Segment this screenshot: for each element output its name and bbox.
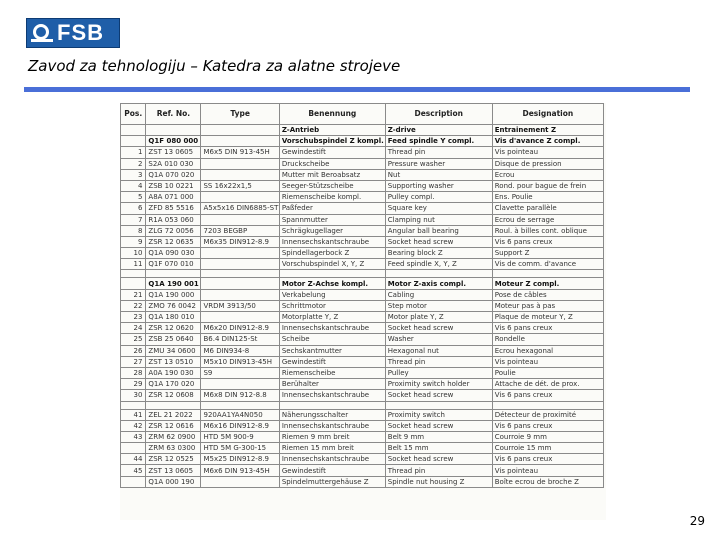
table-cell (146, 125, 201, 136)
table-cell: B6.4 DIN125-St (201, 334, 279, 345)
table-cell: Riemen 15 mm breit (279, 443, 385, 454)
section-spacer (121, 401, 604, 409)
table-cell: Thread pin (385, 356, 492, 367)
table-cell: Socket head screw (385, 454, 492, 465)
table-cell: Sechskantmutter (279, 345, 385, 356)
table-cell: 920AA1YA4N050 (201, 409, 279, 420)
table-cell: ZSR 12 0635 (146, 236, 201, 247)
table-cell: Ecrou (492, 169, 603, 180)
spacer-cell (279, 270, 385, 278)
table-row (121, 454, 604, 465)
table-cell: Vorschubspindel X, Y, Z (279, 259, 385, 270)
table-row (121, 125, 604, 136)
table-row (121, 289, 604, 300)
table-row (121, 420, 604, 431)
table-cell: 22 (121, 300, 146, 311)
table-cell (201, 169, 279, 180)
table-cell (201, 259, 279, 270)
table-cell: ZST 13 0605 (146, 465, 201, 476)
table-cell: 7203 BEGBP (201, 225, 279, 236)
column-header: Description (385, 104, 492, 125)
spacer-cell (279, 401, 385, 409)
table-cell: Q1A 070 020 (146, 169, 201, 180)
table-header-row (121, 104, 604, 125)
table-cell: Innensechskantschraube (279, 420, 385, 431)
table-cell: Spannmutter (279, 214, 385, 225)
table-cell (201, 248, 279, 259)
table-cell: HTD 5M G-300-15 (201, 443, 279, 454)
spacer-cell (201, 401, 279, 409)
table-row (121, 136, 604, 147)
table-cell: 30 (121, 390, 146, 401)
table-cell: Thread pin (385, 147, 492, 158)
table-cell: Feed spindle X, Y, Z (385, 259, 492, 270)
table-cell: Pulley (385, 367, 492, 378)
table-row (121, 312, 604, 323)
table-cell: A8A 071 000 (146, 192, 201, 203)
spacer-cell (385, 401, 492, 409)
table-row (121, 147, 604, 158)
table-cell: M6x20 DIN912-8.9 (201, 323, 279, 334)
table-cell: Pose de câbles (492, 289, 603, 300)
table-cell: ZST 13 0510 (146, 356, 201, 367)
table-cell: Druckscheibe (279, 158, 385, 169)
table-cell: M5x10 DIN913-45H (201, 356, 279, 367)
table-cell: Clamping nut (385, 214, 492, 225)
column-header: Pos. (121, 104, 146, 125)
table-cell: Roul. à billes cont. oblique (492, 225, 603, 236)
spacer-cell (146, 401, 201, 409)
table-cell (201, 379, 279, 390)
table-cell: 11 (121, 259, 146, 270)
table-cell: ZMU 34 0600 (146, 345, 201, 356)
table-cell: Motor plate Y, Z (385, 312, 492, 323)
table-cell: Nut (385, 169, 492, 180)
table-cell: 43 (121, 431, 146, 442)
table-cell: 42 (121, 420, 146, 431)
table-row (121, 334, 604, 345)
table-cell: Q1A 190 001 (146, 278, 201, 289)
table-cell: Vis 6 pans creux (492, 323, 603, 334)
table-cell (201, 125, 279, 136)
table-cell: Innensechskantschraube (279, 323, 385, 334)
table-cell: Détecteur de proximité (492, 409, 603, 420)
table-row (121, 192, 604, 203)
table-cell: Q1A 180 010 (146, 312, 201, 323)
table-cell (201, 158, 279, 169)
table-cell (201, 476, 279, 487)
table-cell: Riemen 9 mm breit (279, 431, 385, 442)
table-cell: Poulie (492, 367, 603, 378)
table-cell: HTD 5M 900-9 (201, 431, 279, 442)
table-cell: 9 (121, 236, 146, 247)
table-cell: Support Z (492, 248, 603, 259)
table-cell: Schrägkugellager (279, 225, 385, 236)
table-cell: Washer (385, 334, 492, 345)
table-cell: M6x16 DIN912-8.9 (201, 420, 279, 431)
table-cell: 10 (121, 248, 146, 259)
column-header: Designation (492, 104, 603, 125)
table-cell: Vis 6 pans creux (492, 390, 603, 401)
table-cell: 27 (121, 356, 146, 367)
spacer-cell (146, 270, 201, 278)
table-cell: Feed spindle Y compl. (385, 136, 492, 147)
table-row (121, 225, 604, 236)
table-cell: M6x8 DIN 912-8.8 (201, 390, 279, 401)
table-cell: Spindle nut housing Z (385, 476, 492, 487)
table-cell: Socket head screw (385, 236, 492, 247)
table-cell: 1 (121, 147, 146, 158)
spacer-cell (492, 270, 603, 278)
table-cell: Moteur pas à pas (492, 300, 603, 311)
table-row (121, 431, 604, 442)
table-cell: Riemenscheibe (279, 367, 385, 378)
spacer-cell (121, 270, 146, 278)
column-header: Ref. No. (146, 104, 201, 125)
table-cell: Proximity switch holder (385, 379, 492, 390)
table-row (121, 248, 604, 259)
table-row (121, 300, 604, 311)
table-cell: A0A 190 030 (146, 367, 201, 378)
table-cell: Courroie 9 mm (492, 431, 603, 442)
table-cell: Belt 15 mm (385, 443, 492, 454)
fsb-logo (26, 18, 120, 48)
table-cell: ZSR 12 0525 (146, 454, 201, 465)
table-cell (201, 136, 279, 147)
spacer-cell (121, 401, 146, 409)
table-cell (201, 192, 279, 203)
table-cell: Riemenscheibe kompl. (279, 192, 385, 203)
spacer-cell (385, 270, 492, 278)
table-cell (121, 476, 146, 487)
spacer-cell (492, 401, 603, 409)
table-cell: Rondelle (492, 334, 603, 345)
table-cell: 2 (121, 158, 146, 169)
table-cell: ZSB 10 0221 (146, 180, 201, 191)
parts-table (120, 103, 604, 488)
table-cell: Innensechskantschraube (279, 454, 385, 465)
table-cell: S2A 010 030 (146, 158, 201, 169)
table-cell: A5x5x16 DIN6885-ST (201, 203, 279, 214)
table-cell: Boîte ecrou de broche Z (492, 476, 603, 487)
table-row (121, 214, 604, 225)
table-cell: Socket head screw (385, 323, 492, 334)
table-cell: R1A 053 060 (146, 214, 201, 225)
table-cell (201, 312, 279, 323)
table-cell: Motorplatte Y, Z (279, 312, 385, 323)
table-cell (121, 125, 146, 136)
table-row (121, 236, 604, 247)
table-cell (121, 278, 146, 289)
table-cell: 24 (121, 323, 146, 334)
page-number: 29 (689, 514, 705, 528)
table-cell: Q1F 070 010 (146, 259, 201, 270)
column-header: Type (201, 104, 279, 125)
table-cell: ZSR 12 0608 (146, 390, 201, 401)
table-cell: Vis d'avance Z compl. (492, 136, 603, 147)
table-cell: Q1F 080 000 (146, 136, 201, 147)
table-cell: 3 (121, 169, 146, 180)
table-cell: Thread pin (385, 465, 492, 476)
table-cell: Vis pointeau (492, 356, 603, 367)
table-cell: SS 16x22x1,5 (201, 180, 279, 191)
table-cell: Gewindestift (279, 147, 385, 158)
table-cell: Socket head screw (385, 390, 492, 401)
table-cell: Schrittmotor (279, 300, 385, 311)
table-cell: M6x35 DIN912-8.9 (201, 236, 279, 247)
table-cell: Cabling (385, 289, 492, 300)
table-row (121, 465, 604, 476)
table-cell: 23 (121, 312, 146, 323)
table-row (121, 356, 604, 367)
section-spacer (121, 270, 604, 278)
table-row (121, 158, 604, 169)
table-cell: Pulley compl. (385, 192, 492, 203)
table-cell: Scheibe (279, 334, 385, 345)
table-row (121, 259, 604, 270)
table-cell: Paßfeder (279, 203, 385, 214)
table-cell: VRDM 3913/50 (201, 300, 279, 311)
table-cell: Gewindestift (279, 356, 385, 367)
table-cell: 6 (121, 203, 146, 214)
table-cell: Ens. Poulie (492, 192, 603, 203)
table-cell: Clavette parallèle (492, 203, 603, 214)
table-cell: Seeger-Stützscheibe (279, 180, 385, 191)
table-cell: Ecrou de serrage (492, 214, 603, 225)
table-cell: Pressure washer (385, 158, 492, 169)
table-cell: Moteur Z compl. (492, 278, 603, 289)
table-cell: Entrainement Z (492, 125, 603, 136)
table-cell: 28 (121, 367, 146, 378)
table-cell: ZLG 72 0056 (146, 225, 201, 236)
fsb-logo-mark-icon (27, 19, 57, 47)
table-cell: Motor Z-Achse kompl. (279, 278, 385, 289)
page-subtitle: Zavod za tehnologiju – Katedra za alatne strojeve (28, 57, 401, 75)
table-row (121, 409, 604, 420)
table-cell: Q1A 000 190 (146, 476, 201, 487)
table-cell: 44 (121, 454, 146, 465)
table-cell: 5 (121, 192, 146, 203)
table-cell (121, 443, 146, 454)
table-cell: Innensechskantschraube (279, 390, 385, 401)
table-cell: M6x6 DIN 913-45H (201, 465, 279, 476)
table-cell: ZSR 12 0616 (146, 420, 201, 431)
table-cell: 41 (121, 409, 146, 420)
table-cell: 8 (121, 225, 146, 236)
table-cell: Vis pointeau (492, 465, 603, 476)
table-cell: 7 (121, 214, 146, 225)
table-cell: Angular ball bearing (385, 225, 492, 236)
table-cell: 45 (121, 465, 146, 476)
table-cell: S9 (201, 367, 279, 378)
table-cell: ZEL 21 2022 (146, 409, 201, 420)
table-cell: Vis 6 pans creux (492, 420, 603, 431)
table-cell: Näherungsschalter (279, 409, 385, 420)
logo-text: FSB (57, 20, 104, 45)
table-cell: ZST 13 0605 (146, 147, 201, 158)
table-cell: Verkabelung (279, 289, 385, 300)
table-cell: ZFD 85 5516 (146, 203, 201, 214)
table-cell: ZSR 12 0620 (146, 323, 201, 334)
table-cell: Supporting washer (385, 180, 492, 191)
table-cell: Vis 6 pans creux (492, 454, 603, 465)
parts-list-scan (120, 103, 606, 520)
table-cell: Vis de comm. d'avance (492, 259, 603, 270)
table-cell: Spindellagerbock Z (279, 248, 385, 259)
table-cell: ZRM 62 0900 (146, 431, 201, 442)
table-row (121, 390, 604, 401)
table-row (121, 367, 604, 378)
table-cell: Socket head screw (385, 420, 492, 431)
table-cell: ZRM 63 0300 (146, 443, 201, 454)
table-cell: Spindelmuttergehäuse Z (279, 476, 385, 487)
table-cell: M6x5 DIN 913-45H (201, 147, 279, 158)
table-cell: ZSB 25 0640 (146, 334, 201, 345)
table-cell: Motor Z-axis compl. (385, 278, 492, 289)
table-cell: Square key (385, 203, 492, 214)
table-row (121, 278, 604, 289)
table-body (121, 125, 604, 488)
table-row (121, 345, 604, 356)
table-cell: Z-drive (385, 125, 492, 136)
table-cell: ZMO 76 0042 (146, 300, 201, 311)
table-cell: Berühalter (279, 379, 385, 390)
table-cell: Bearing block Z (385, 248, 492, 259)
table-row (121, 443, 604, 454)
table-cell (121, 136, 146, 147)
table-row (121, 203, 604, 214)
table-cell: Courroie 15 mm (492, 443, 603, 454)
table-cell: Disque de pression (492, 158, 603, 169)
table-cell (201, 278, 279, 289)
table-row (121, 180, 604, 191)
table-cell: Q1A 170 020 (146, 379, 201, 390)
table-cell: Belt 9 mm (385, 431, 492, 442)
table-row (121, 476, 604, 487)
header-divider (24, 87, 690, 92)
table-cell: Vorschubspindel Z kompl. (279, 136, 385, 147)
table-cell (201, 289, 279, 300)
table-cell: Step motor (385, 300, 492, 311)
table-cell: Attache de dét. de prox. (492, 379, 603, 390)
spacer-cell (201, 270, 279, 278)
table-cell: 21 (121, 289, 146, 300)
table-row (121, 379, 604, 390)
table-cell: Q1A 090 030 (146, 248, 201, 259)
table-cell: M6 DIN934-8 (201, 345, 279, 356)
table-cell: Proximity switch (385, 409, 492, 420)
table-cell: Q1A 190 000 (146, 289, 201, 300)
table-cell: Hexagonal nut (385, 345, 492, 356)
column-header: Benennung (279, 104, 385, 125)
table-cell: Gewindestift (279, 465, 385, 476)
table-cell: Mutter mit Beroabsatz (279, 169, 385, 180)
table-cell (201, 214, 279, 225)
table-cell: Z-Antrieb (279, 125, 385, 136)
table-cell: 26 (121, 345, 146, 356)
table-cell: Vis 6 pans creux (492, 236, 603, 247)
table-row (121, 169, 604, 180)
table-cell: 29 (121, 379, 146, 390)
table-cell: 25 (121, 334, 146, 345)
table-cell: 4 (121, 180, 146, 191)
table-row (121, 323, 604, 334)
table-cell: Rond. pour bague de frein (492, 180, 603, 191)
table-cell: Vis pointeau (492, 147, 603, 158)
table-cell: Innensechskantschraube (279, 236, 385, 247)
table-cell: Ecrou hexagonal (492, 345, 603, 356)
table-cell: Plaque de moteur Y, Z (492, 312, 603, 323)
table-cell: M5x25 DIN912-8.9 (201, 454, 279, 465)
